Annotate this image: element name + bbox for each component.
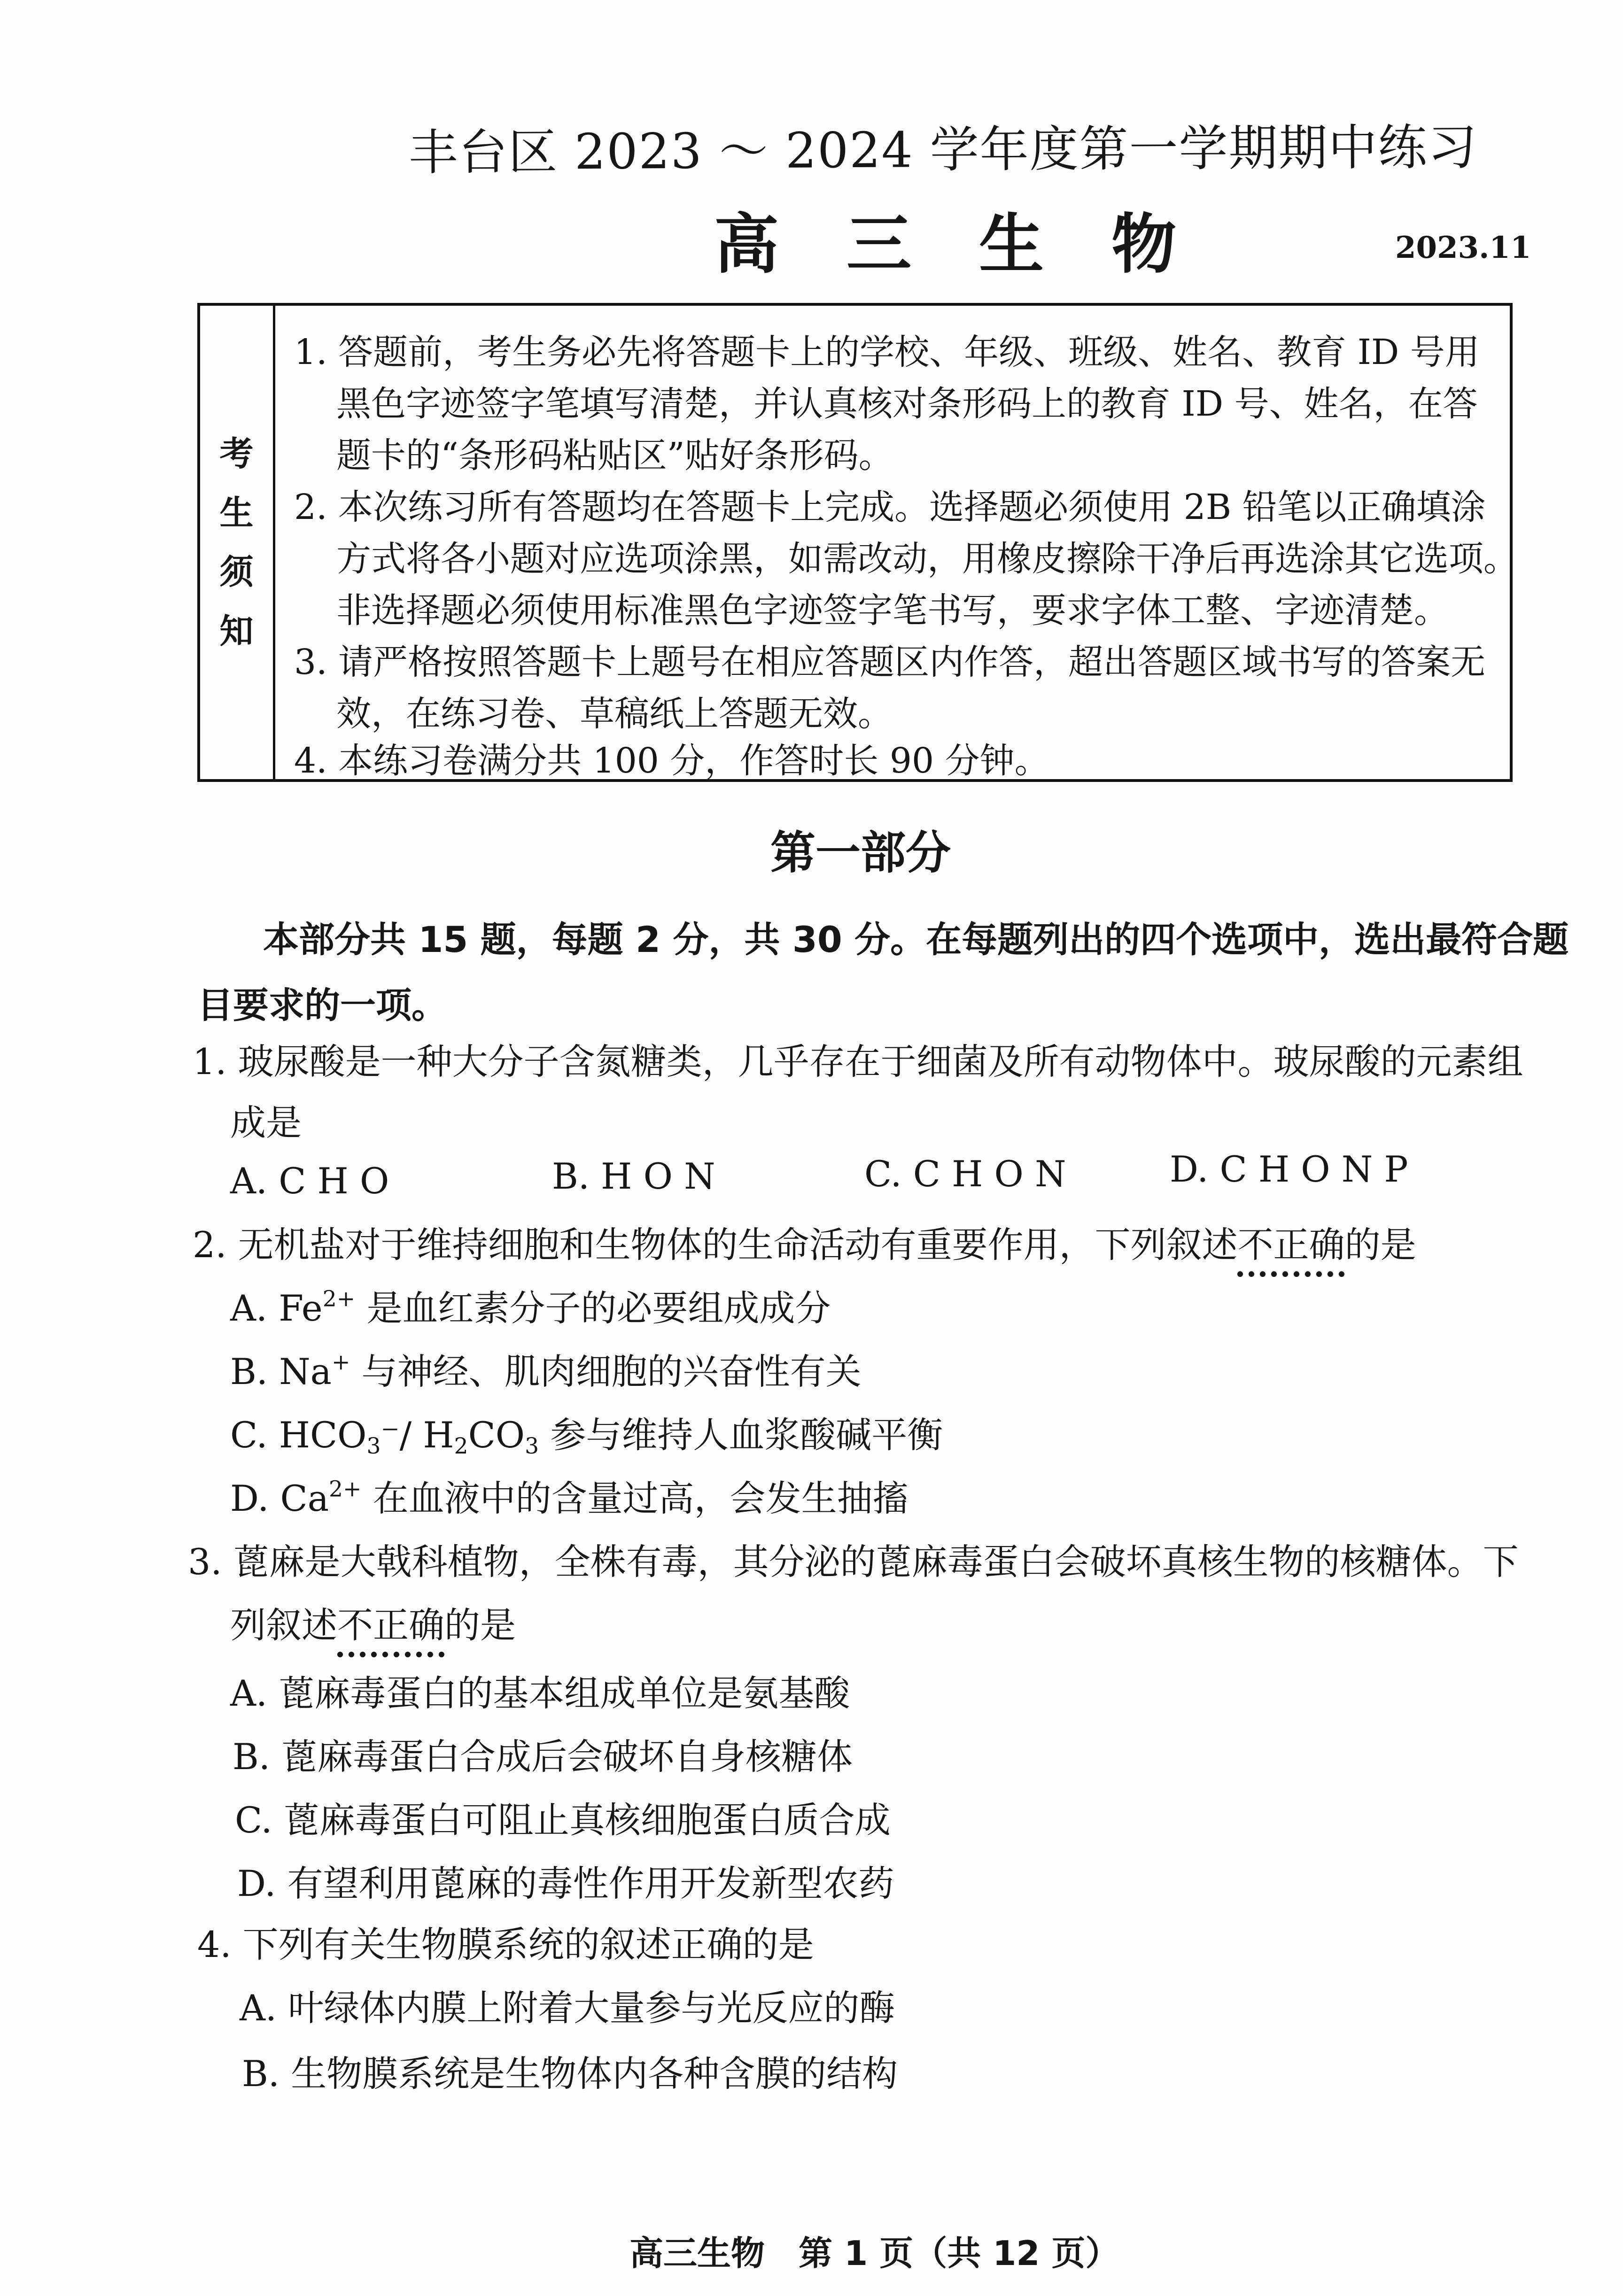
section-instruction: 目要求的一项。 (197, 984, 447, 1026)
notice-side-char: 知 (219, 611, 254, 651)
exam-date: 2023.11 (1395, 230, 1531, 265)
option-subscript: 2 (454, 1433, 468, 1460)
question-1-option-b: B. H O N (552, 1155, 715, 1197)
option-subscript: 3 (525, 1433, 539, 1460)
question-1-option-c: C. C H O N (864, 1153, 1066, 1195)
question-2-stem-text: 2. 无机盐对于维持细胞和生物体的生命活动有重要作用，下列叙述 (193, 1224, 1238, 1266)
option-superscript: 2+ (322, 1286, 356, 1312)
notice-line: 1. 答题前，考生务必先将答题卡上的学校、年级、班级、姓名、教育 ID 号用 (294, 332, 1480, 372)
notice-side-char: 生 (219, 493, 254, 533)
notice-line: 黑色字迹签字笔填写清楚，并认真核对条形码上的教育 ID 号、姓名，在答 (336, 384, 1478, 424)
option-subscript: 3 (366, 1433, 381, 1460)
option-text: 在血液中的含量过高，会发生抽搐 (361, 1477, 909, 1519)
option-text: 与神经、肌肉细胞的兴奋性有关 (350, 1351, 862, 1392)
option-text: 是血红素分子的必要组成成分 (355, 1287, 831, 1329)
question-3-stem: 3. 蓖麻是大戟科植物，全株有毒，其分泌的蓖麻毒蛋白会破坏真核生物的核糖体。下 (188, 1541, 1519, 1583)
option-text: 参与维持人血浆酸碱平衡 (539, 1414, 943, 1456)
notice-line: 2. 本次练习所有答题均在答题卡上完成。选择题必须使用 2B 铅笔以正确填涂 (294, 487, 1486, 527)
page-footer: 高三生物 第 1 页（共 12 页） (629, 2234, 1119, 2273)
option-text: D. Ca (230, 1477, 329, 1519)
question-2-option-c (230, 1407, 943, 1459)
question-4-option-a: A. 叶绿体内膜上附着大量参与光反应的酶 (240, 1987, 895, 2029)
option-text: C. HCO (230, 1414, 367, 1456)
section-title: 第一部分 (770, 827, 951, 879)
notice-line: 4. 本练习卷满分共 100 分，作答时长 90 分钟。 (294, 741, 1049, 781)
notice-line: 效，在练习卷、草稿纸上答题无效。 (336, 694, 893, 734)
page-title: 高 三 生 物 (714, 207, 1199, 282)
question-1-option-a: A. C H O (230, 1160, 389, 1202)
question-2-option-a (230, 1280, 831, 1331)
notice-line: 方式将各小题对应选项涂黑，如需改动，用橡皮擦除干净后再选涂其它选项。 (336, 539, 1518, 579)
option-superscript: 2+ (329, 1476, 362, 1502)
option-text: A. Fe (230, 1287, 323, 1329)
question-2-stem-text: 的是 (1344, 1224, 1416, 1266)
option-text: CO (468, 1414, 525, 1456)
notice-side-char: 考 (219, 433, 254, 473)
question-2-emphasis: 不正确 (1237, 1224, 1345, 1266)
question-3-stem-text: 列叙述 (230, 1604, 337, 1646)
option-superscript: + (331, 1349, 350, 1376)
section-instruction: 本部分共 15 题，每题 2 分，共 30 分。在每题列出的四个选项中，选出最符合题 (263, 919, 1569, 960)
question-3-option-a: A. 蓖麻毒蛋白的基本组成单位是氨基酸 (230, 1672, 850, 1714)
option-text: B. Na (230, 1351, 332, 1392)
question-2-option-b (230, 1343, 862, 1394)
option-text: ⁻/ H (381, 1414, 454, 1456)
question-1-option-d: D. C H O N P (1170, 1148, 1408, 1190)
question-3-option-c: C. 蓖麻毒蛋白可阻止真核细胞蛋白质合成 (235, 1799, 891, 1841)
question-4-stem: 4. 下列有关生物膜系统的叙述正确的是 (197, 1924, 814, 1965)
notice-side-char: 须 (219, 552, 254, 592)
question-2-stem (193, 1216, 1416, 1268)
notice-line: 题卡的“条形码粘贴区”贴好条形码。 (336, 435, 893, 476)
question-1-stem: 1. 玻尿酸是一种大分子含氮糖类，几乎存在于细菌及所有动物体中。玻尿酸的元素组 (193, 1041, 1523, 1082)
question-1-stem: 成是 (230, 1102, 302, 1144)
question-2-option-d (230, 1470, 909, 1521)
question-3-stem-text: 的是 (444, 1604, 516, 1646)
notice-box (197, 303, 1518, 782)
question-4-option-b: B. 生物膜系统是生物体内各种含膜的结构 (242, 2053, 898, 2095)
question-3-option-b: B. 蓖麻毒蛋白合成后会破坏自身核糖体 (233, 1736, 853, 1778)
exam-header: 丰台区 2023 ～ 2024 学年度第一学期期中练习 (408, 118, 1478, 181)
question-3-emphasis: 不正确 (337, 1604, 444, 1646)
question-3-stem (230, 1597, 516, 1648)
question-3-option-d: D. 有望利用蓖麻的毒性作用开发新型农药 (237, 1863, 894, 1904)
notice-side-label (200, 306, 275, 779)
notice-line: 3. 请严格按照答题卡上题号在相应答题区内作答，超出答题区域书写的答案无 (294, 642, 1486, 682)
notice-line: 非选择题必须使用标准黑色字迹签字笔书写，要求字体工整、字迹清楚。 (336, 590, 1449, 631)
